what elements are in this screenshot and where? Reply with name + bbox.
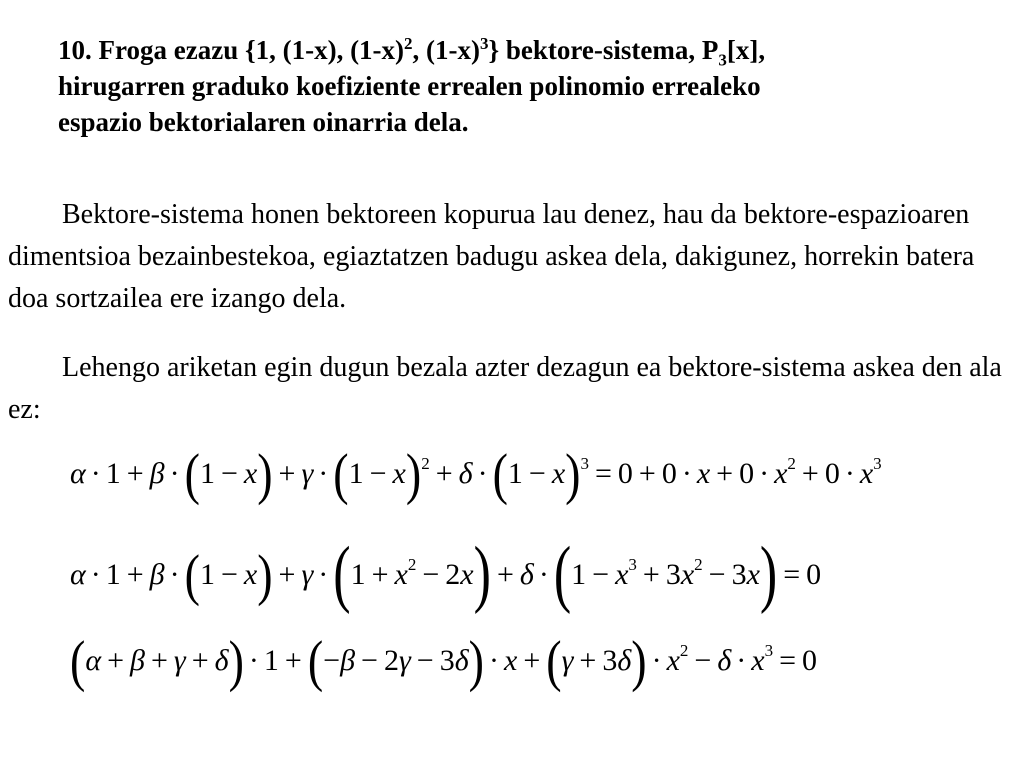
equation-1: α · 1 + β · ( 1 − x ) + γ · ( 1 − x ) $^2$ + δ · ( 1 − x ) $^3$ = 0 + 0 · x + 0 · x $^2$ + 0 · x $^3$ bbox=[70, 441, 882, 506]
title-mid1: , (1-x) bbox=[412, 35, 481, 65]
paragraph-1-text: Bektore-sistema honen bektoreen kopurua lau denez, hau da bektore-espazioaren dimentsioa bezainbestekoa, egiaztatzen badugu askea dela, dakigunez, horrekin batera doa sortzailea ere izango dela. bbox=[8, 199, 975, 314]
title-line3: espazio bektorialaren oinarria dela. bbox=[58, 107, 469, 137]
title-sub3: 3 bbox=[718, 50, 727, 70]
paragraph-method bbox=[8, 347, 1018, 431]
title-exp3: 3 bbox=[480, 34, 489, 53]
paragraph-2-text: Lehengo ariketan egin dugun bezala azter dezagun ea bektore-sistema askea den ala ez: bbox=[8, 352, 1002, 425]
paragraph-explanation bbox=[8, 194, 1018, 320]
title-prefix: 10. Froga ezazu {1, (1-x), (1-x) bbox=[58, 35, 405, 65]
title-rest-line1: [x], bbox=[726, 35, 766, 65]
title-line2: hirugarren graduko koefiziente errealen polinomio errealeko bbox=[58, 71, 761, 101]
equation-2: α · 1 + β · ( 1 − x ) + γ · ( 1 + x $^2$ − 2 x ) + δ · ( 1 − x $^3$ + 3 x $^2$ − 3 x ) = 0 bbox=[70, 532, 822, 616]
exercise-title bbox=[58, 32, 988, 140]
title-exp2: 2 bbox=[404, 34, 413, 53]
equation-3: ( α + β + γ + δ ) · 1 + ( − β − 2 γ − 3 δ ) · x + ( γ + 3 δ ) · x $^2$ − δ · x $^3$ = 0 bbox=[70, 628, 818, 693]
title-mid2: } bektore-sistema, P bbox=[488, 35, 719, 65]
